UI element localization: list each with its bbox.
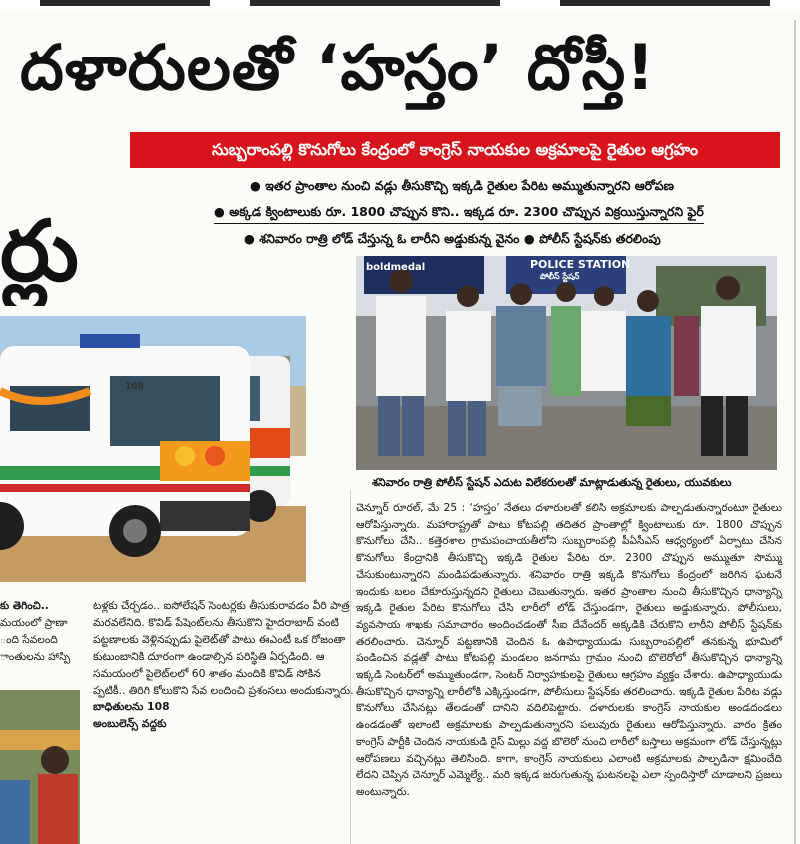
middle-column-subhead-1: బాధితులను 108 — [93, 700, 170, 714]
ambulance-photo — [0, 316, 306, 582]
bullet-2 — [214, 204, 704, 224]
bullet-3b-text: పోలీస్ స్టేషన్‌కు తరలింపు — [539, 231, 661, 246]
article-body: చెన్నూర్ రూరల్, మే 25 : ‘హస్తం’ నేతలు దళారులతో కలిసి అక్రమాలకు పాల్పడుతున్నారంటూ రైతులు ఆరోపిస్తున్నారు. మహారాష్ట్రతో పాటు కోటపల్లి తదితర ప్రాంతాల్లో క్వింటాలుకు రూ. 1800 చొప్పున కొనుగోలు చేసి.. కత్తెరశాల గ్రామపంచాయతీలోని సుబ్బరాంపల్లి పీఏసీఎస్ ఆధ్వర్యంలో ఏర్పాటు చేసిన కొనుగోలు కేంద్రానికి తీసుకొచ్చి ఇక్కడి రైతుల పేరిట రూ. 2300 చొప్పున అమ్ముతూ సొమ్ము చేసుకుంటున్నారని మండిపడుతున్నారు. శనివారం రాత్రి ఇక్కడి కొనుగోలు కేంద్రంలో జరిగిన ఘటనే ఇందుకు బలం చేకూరుస్తున్నదని రైతులు చెబుతున్నారు. ఇతర ప్రాంతాల నుంచి తీసుకొచ్చిన ధాన్యాన్ని ఇక్కడి రైతుల పేరిట కొనుగోలు చేసి లారీలో లోడ్ చేస్తుండగా, రైతులు అడ్డుకున్నారు. పోలీసులు, వ్యవసాయ శాఖకు సమాచారం అందించడంతో సీఐ దేవేందర్ అక్కడికి చేరుకొని లారీని పోలీస్ స్టేషన్‌కు తరలించారు. చెన్నూర్ పట్టణానికి చెందిన ఓ ఉపాధ్యాయుడు సుబ్బరాంపల్లిలో తనకున్న భూమిలో పండించిన వడ్లతో పాటు కోటపల్లి మండలం జనగామ గ్రామం నుంచి బొలెరోలో తీసుకొచ్చిన ధాన్యాన్ని ఇక్కడి సెంటర్‌లో అమ్ముతుండగా, సెంటర్ నిర్వాహకులపై రైతులు ఆగ్రహం వ్యక్తం చేశారు. ఉపాధ్యాయుడు తీసుకొచ్చిన ధాన్యాన్ని లారీలోకి ఎక్కిస్తుండగా, పోలీసులు స్టేషన్‌కు తరలించారు. ఇక్కడి రైతుల పేరిట వడ్లు కొనుగోలు చేసినట్లు తేలడంతో దానిని వదిలిపెట్టారు. దళారులకు కాంగ్రెస్ నాయకుల అండదండలు ఉండడంతో ఇలాంటి అక్రమాలకు పాల్పడుతున్నారని పలువురు రైతులు ఆరోపిస్తున్నారు. వారం క్రితం కాంగ్రెస్ పార్టీకి చెందిన నాయకుడి రైస్ మిల్లు వద్ద బొలెరో నుంచి లారీలో బస్తాలు అక్రమంగా లోడ్ చేస్తున్నట్లు ఆరోపణలు వచ్చినట్లు తెలిసింది. కాగా, కాంగ్రెస్ నాయకులు ఎలాంటి అక్రమాలకు పాల్పడినా క్షమించేది లేదని చెప్పిన చెన్నూర్ ఎమ్మెల్యే.. మరి ఇక్కడ జరుగుతున్న ఘటనలపై ఎలా స్పందిస్తారో చూడాలని ప్రజలు అంటున్నారు. — [356, 502, 782, 798]
bullet-1 — [250, 178, 674, 197]
adjacent-headline-fragment: ర్లు — [0, 202, 79, 300]
bullet-2-text: అక్కడ క్వింటాలుకు రూ. 1800 చొప్పున కొని.. ఇక్కడ రూ. 2300 చొప్పున విక్రయిస్తున్నారని ఫైర్ — [229, 204, 704, 219]
middle-column-body: టళ్లకు చేర్చడం.. ఐసోలేషన్ సెంటర్లకు తీసుకురావడం వీరి పాత్ర మరవలేనిది. కొవిడ్ పేషెంట్‌లను తీసుకొని హైదరాబాద్ వంటి పట్టణాలకు వెళ్లినప్పుడు పైలెట్‌తో పాటు ఈఎంటీ ఒక రోజంతా కుటుంబానికి దూరంగా ఉండాల్సిన పరిస్థితి ఏర్పడింది. ఆ సమయంలో పైలెట్‌లలో 60 శాతం మందికి కొవిడ్ సోకిన ప్పటికీ.. తిరిగి కోలుకొని సేవ లందించి ప్రశంసలు అందుకున్నారు. — [93, 599, 354, 697]
photo-caption: శనివారం రాత్రి పోలీస్ స్టేషన్ ఎదుట విలేకరులతో మాట్లాడుతున్న రైతులు, యువకులు — [372, 476, 732, 489]
right-column-rule — [794, 20, 796, 844]
bullet-3a-text: శనివారం రాత్రి లోడ్ చేస్తున్న ఓ లారీని అడ్డుకున్న వైనం — [259, 231, 520, 246]
shop-sign: boldmedal — [366, 262, 426, 273]
people-illustration — [356, 256, 777, 470]
bullet-mark: ● — [523, 231, 535, 246]
ambulance-number: 108 — [125, 382, 144, 392]
ambulance-illustration — [0, 316, 306, 582]
bullet-mark: ● — [244, 231, 255, 246]
left-column-line: మయంలో ప్రాణా — [0, 616, 68, 629]
left-column-line: ాంతులను హాస్పి — [0, 650, 71, 663]
bullet-mark: ● — [250, 178, 261, 193]
bullet-3 — [244, 231, 661, 250]
page-headline: దళారులతో ‘హస్తం’ దోస్తీ! — [20, 31, 656, 104]
police-station-sign: POLICE STATION — [530, 258, 631, 271]
middle-column-text — [93, 598, 355, 733]
left-column-fragment — [0, 598, 86, 666]
small-photo — [0, 690, 80, 844]
small-photo-illustration — [0, 690, 80, 844]
left-column-line: ంది సేవలంది — [0, 633, 58, 646]
left-column-heading: కు తెగించి.. — [0, 600, 49, 612]
subheadline-bar: సుబ్బరాంపల్లి కొనుగోలు కేంద్రంలో కాంగ్రెస్ నాయకుల అక్రమాలపై రైతుల ఆగ్రహం — [130, 132, 780, 168]
middle-column-subhead-2: అంబులెన్స్ వద్దకు — [93, 717, 167, 731]
top-strip — [0, 0, 800, 10]
police-station-sign-telugu: పోలీస్ స్టేషన్ — [540, 272, 580, 281]
bullet-mark: ● — [214, 204, 225, 219]
police-station-photo — [356, 256, 777, 470]
bullet-1-text: ఇతర ప్రాంతాల నుంచి వడ్లు తీసుకొచ్చి ఇక్కడి రైతుల పేరిట అమ్ముతున్నారని ఆరోపణ — [265, 178, 674, 193]
